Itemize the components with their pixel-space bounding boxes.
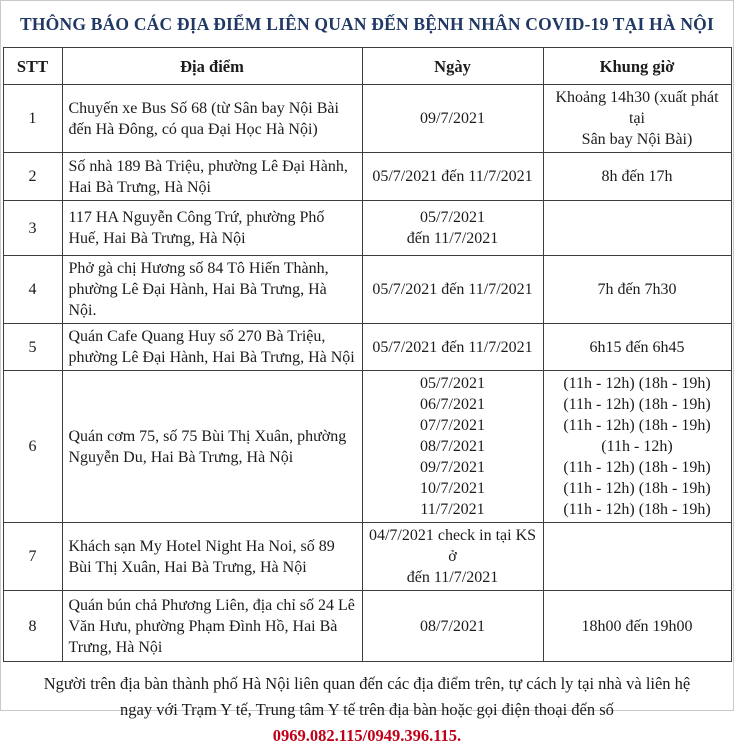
location-cell: Quán cơm 75, số 75 Bùi Thị Xuân, phường Nguyễn Du, Hai Bà Trưng, Hà Nội [62, 371, 362, 523]
stt-cell: 2 [3, 153, 62, 201]
stt-cell: 6 [3, 371, 62, 523]
location-cell: Khách sạn My Hotel Night Ha Noi, số 89 Bùi Thị Xuân, Hai Bà Trưng, Hà Nội [62, 523, 362, 591]
time-cell: (11h - 12h) (18h - 19h) (11h - 12h) (18h - 19h) (11h - 12h) (18h - 19h) (11h - 12h) (11h - 12h) (18h - 19h) (11h - 12h) (18h - 19h) (11h - 12h) (18h - 19h) [543, 371, 731, 523]
date-cell: 05/7/2021 đến 11/7/2021 [362, 153, 543, 201]
date-cell: 04/7/2021 check in tại KS ở đến 11/7/2021 [362, 523, 543, 591]
stt-cell: 5 [3, 324, 62, 371]
stt-cell: 3 [3, 201, 62, 256]
locations-table [3, 47, 732, 662]
date-cell: 05/7/2021 đến 11/7/2021 [362, 324, 543, 371]
table-header [3, 48, 731, 85]
footer-line-1: Người trên địa bàn thành phố Hà Nội liên quan đến các địa điểm trên, tự cách ly tại nhà và liên hệ [43, 674, 691, 693]
table-row [3, 324, 731, 371]
footer-note [1, 662, 733, 749]
location-cell: Quán Cafe Quang Huy số 270 Bà Triệu, phường Lê Đại Hành, Hai Bà Trưng, Hà Nội [62, 324, 362, 371]
stt-cell: 8 [3, 591, 62, 662]
table-row [3, 201, 731, 256]
location-cell: 117 HA Nguyễn Công Trứ, phường Phố Huế, Hai Bà Trưng, Hà Nội [62, 201, 362, 256]
time-cell [543, 201, 731, 256]
column-header-stt: STT [3, 48, 62, 85]
date-cell: 08/7/2021 [362, 591, 543, 662]
date-cell: 09/7/2021 [362, 85, 543, 153]
time-cell: 7h đến 7h30 [543, 256, 731, 324]
time-cell: 6h15 đến 6h45 [543, 324, 731, 371]
time-cell [543, 523, 731, 591]
location-cell: Phở gà chị Hương số 84 Tô Hiến Thành, phường Lê Đại Hành, Hai Bà Trưng, Hà Nội. [62, 256, 362, 324]
notice-title: THÔNG BÁO CÁC ĐỊA ĐIỂM LIÊN QUAN ĐẾN BỆNH NHÂN COVID-19 TẠI HÀ NỘI [20, 13, 714, 34]
date-cell: 05/7/2021 đến 11/7/2021 [362, 201, 543, 256]
column-header-date: Ngày [362, 48, 543, 85]
location-cell: Chuyến xe Bus Số 68 (từ Sân bay Nội Bài đến Hà Đông, có qua Đại Học Hà Nội) [62, 85, 362, 153]
table-row [3, 256, 731, 324]
time-cell: 8h đến 17h [543, 153, 731, 201]
table-row [3, 523, 731, 591]
table-body [3, 85, 731, 662]
table-row [3, 371, 731, 523]
date-cell: 05/7/2021 đến 11/7/2021 [362, 256, 543, 324]
column-header-timeframe: Khung giờ [543, 48, 731, 85]
stt-cell: 7 [3, 523, 62, 591]
phone-numbers: 0969.082.115/0949.396.115. [272, 726, 462, 745]
table-row [3, 591, 731, 662]
location-cell: Số nhà 189 Bà Triệu, phường Lê Đại Hành, Hai Bà Trưng, Hà Nội [62, 153, 362, 201]
time-cell: Khoảng 14h30 (xuất phát tại Sân bay Nội Bài) [543, 85, 731, 153]
footer-line-2: ngay với Trạm Y tế, Trung tâm Y tế trên địa bàn hoặc gọi điện thoại đến số [120, 700, 614, 719]
stt-cell: 1 [3, 85, 62, 153]
stt-cell: 4 [3, 256, 62, 324]
table-row [3, 153, 731, 201]
date-cell: 05/7/2021 06/7/2021 07/7/2021 08/7/2021 09/7/2021 10/7/2021 11/7/2021 [362, 371, 543, 523]
table-row [3, 85, 731, 153]
column-header-location: Địa điểm [62, 48, 362, 85]
time-cell: 18h00 đến 19h00 [543, 591, 731, 662]
header-row [3, 48, 731, 85]
location-cell: Quán bún chả Phương Liên, địa chỉ số 24 Lê Văn Hưu, phường Phạm Đình Hồ, Hai Bà Trưng, Hà Nội [62, 591, 362, 662]
